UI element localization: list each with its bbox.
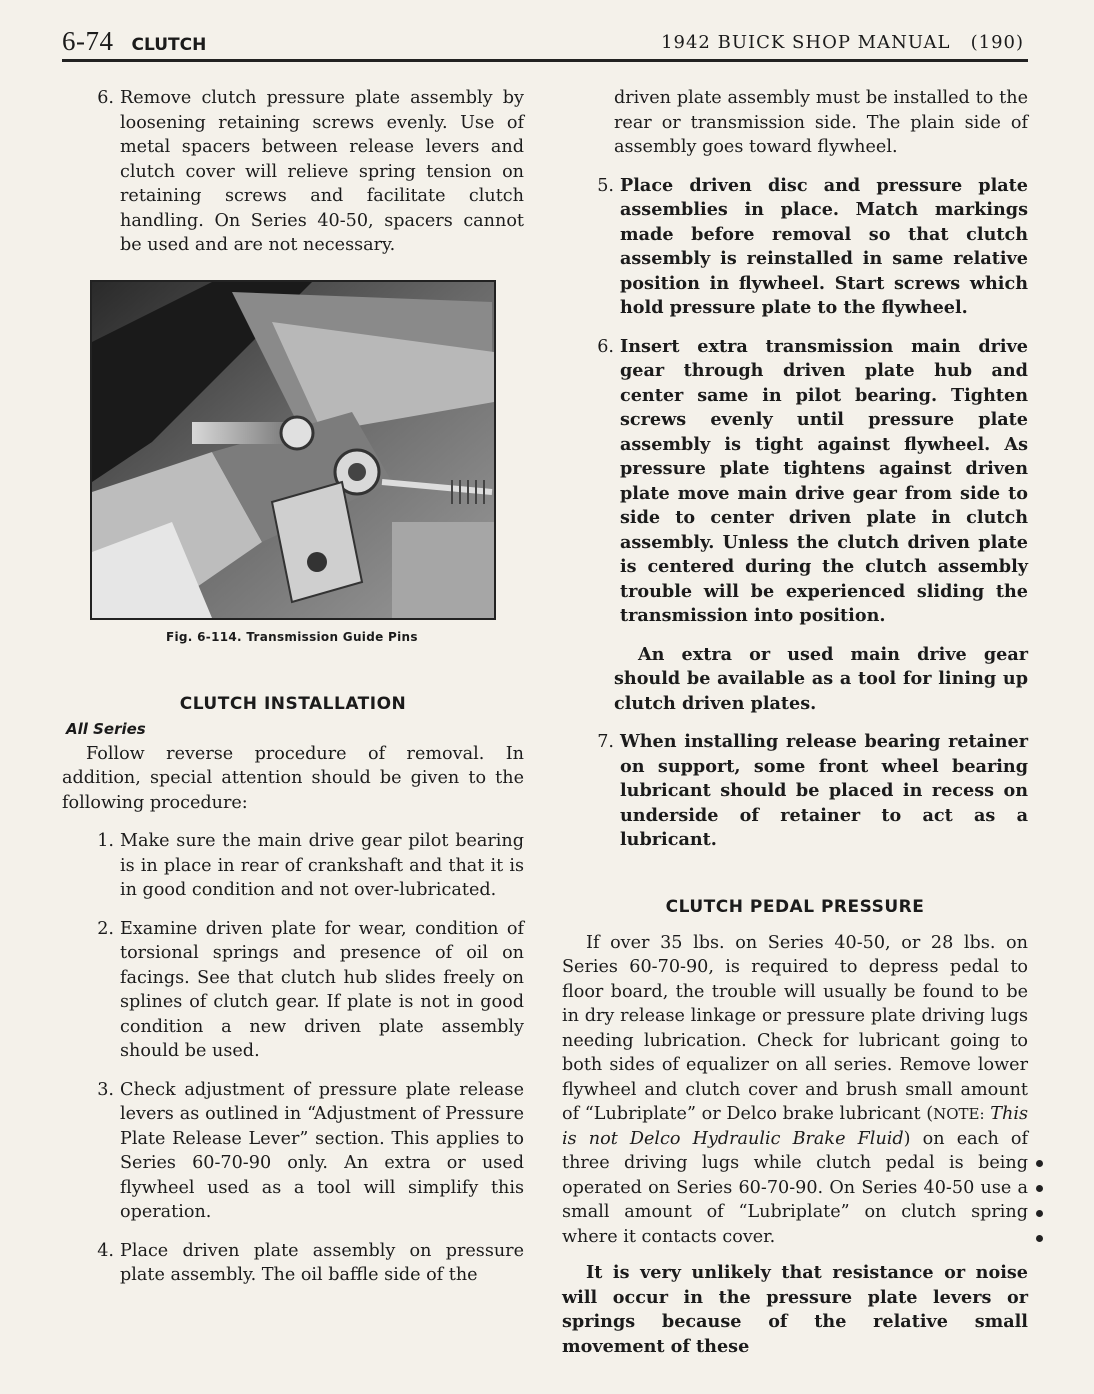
step-number: 2. <box>97 918 114 939</box>
note-label: NOTE: <box>933 1105 985 1123</box>
installation-step-1 <box>62 829 524 903</box>
margin-dot <box>1036 1185 1043 1192</box>
figure-transmission-guide-pins <box>90 280 496 620</box>
step-number: 1. <box>97 831 114 851</box>
manual-title: 1942 BUICK SHOP MANUAL <box>661 32 951 53</box>
step-text: Place driven plate assembly on pressure plate assembly. The oil baffle side of the <box>120 1240 524 1285</box>
pedal-pressure-paragraph <box>562 931 1028 1250</box>
step-text: Make sure the main drive gear pilot bearing is in place in rear of crankshaft and that it is in good condition and not over-lubricated. <box>120 831 524 900</box>
installation-step-7 <box>562 730 1028 853</box>
step-number: 7. <box>597 732 614 752</box>
step-text: Remove clutch pressure plate assembly by loosening retaining screws evenly. Use of metal spacers between release levers and clutch cover will relieve spring tension on retaining screws and facilitate clutch handling. On Series 40-50, spacers cannot be used and are not necessary. <box>120 88 524 255</box>
page-number: 6-74 <box>62 26 114 56</box>
installation-step-4-continued <box>562 86 1028 160</box>
step-number: 6. <box>597 336 614 357</box>
header-rule <box>62 59 1028 62</box>
step-number: 3. <box>97 1079 114 1100</box>
installation-step-4 <box>62 1239 524 1288</box>
step-number: 5. <box>597 175 614 196</box>
intro-text: Follow reverse procedure of removal. In addition, special attention should be given to the following procedure: <box>62 743 524 813</box>
note-italic: This is not Delco Hydraulic Brake Fluid <box>562 1104 1028 1149</box>
step-text: When installing release bearing retainer on support, some front wheel bearing lubricant should be placed in recess on underside of retainer to act as a lubricant. <box>620 731 1028 850</box>
step-text: driven plate assembly must be installed to the rear or transmission side. The plain side of assembly goes toward flywheel. <box>614 88 1028 157</box>
note-text: An extra or used main drive gear should be available as a tool for lining up clutch driven plates. <box>614 643 1028 714</box>
step-text: Insert extra transmission main drive gear through driven plate hub and center same in pilot bearing. Tighten screws evenly until pressure plate assembly is tight against flywheel. As pressure plate tightens against driven plate move main drive gear from side to side to center driven plate in clutch assembly. Unless the clutch driven plate is centered during the clutch assembly trouble will be experienced sliding the transmission into position. <box>620 335 1028 626</box>
header-left <box>62 26 206 57</box>
header-right <box>661 32 1024 53</box>
pedal-text-b: ) on each of three driving lugs while clutch pedal is being operated on Series 60-70-90. On Series 40-50 use a small amount of “Lubriplate” on clutch spring where it contacts cover. <box>562 1128 1028 1247</box>
clutch-installation-heading: CLUTCH INSTALLATION <box>179 693 407 714</box>
clutch-photo-illustration <box>92 282 494 618</box>
margin-dot <box>1036 1235 1043 1242</box>
page-reference: (190) <box>970 32 1024 53</box>
pedal-paragraph-text <box>562 931 1028 1250</box>
all-series-subheading: All Series <box>66 719 146 738</box>
resistance-text: It is very unlikely that resistance or noise will occur in the pressure plate levers or springs because of the relative small movement of these <box>562 1262 1028 1357</box>
step-number: 6. <box>97 88 114 108</box>
right-column <box>562 86 1028 1359</box>
installation-step-5 <box>562 174 1028 321</box>
page-header <box>62 22 1028 62</box>
left-column <box>62 86 524 1302</box>
resistance-paragraph <box>562 1261 1028 1359</box>
installation-step-3 <box>62 1078 524 1225</box>
drive-gear-note <box>562 643 1028 717</box>
installation-step-2 <box>62 917 524 1064</box>
installation-step-6 <box>562 335 1028 629</box>
figure-caption: Fig. 6-114. Transmission Guide Pins <box>166 629 418 644</box>
margin-bullets <box>1036 1160 1048 1260</box>
margin-dot <box>1036 1160 1043 1167</box>
step-text: Examine driven plate for wear, condition of torsional springs and presence of oil on facings. See that clutch hub slides freely on splines of clutch gear. If plate is not in good condition a new driven plate assembly should be used. <box>120 918 524 1061</box>
margin-dot <box>1036 1210 1043 1217</box>
section-title: CLUTCH <box>131 35 207 55</box>
pedal-text-a: If over 35 lbs. on Series 40-50, or 28 lbs. on Series 60-70-90, is required to depress pedal to floor board, the trouble will usually be found to be in dry release linkage or pressure plate driving lugs needing lubrication. Check for lubricant going to both sides of equalizer on all series. Remove lower flywheel and clutch cover and brush small amount of “Lubriplate” or Delco brake lubricant ( <box>562 932 1028 1124</box>
removal-step-6 <box>62 86 524 258</box>
step-text: Place driven disc and pressure plate assemblies in place. Match markings made before removal so that clutch assembly is reinstalled in same relative position in flywheel. Start screws which hold pressure plate to the flywheel. <box>620 174 1028 318</box>
installation-intro <box>62 742 524 816</box>
step-number: 4. <box>97 1240 114 1261</box>
step-text: Check adjustment of pressure plate release levers as outlined in “Adjustment of Pressure Plate Release Lever” section. This applies to Series 60-70-90 only. An extra or used flywheel used as a tool will simplify this operation. <box>120 1079 524 1222</box>
clutch-pedal-pressure-heading: CLUTCH PEDAL PRESSURE <box>665 896 925 917</box>
